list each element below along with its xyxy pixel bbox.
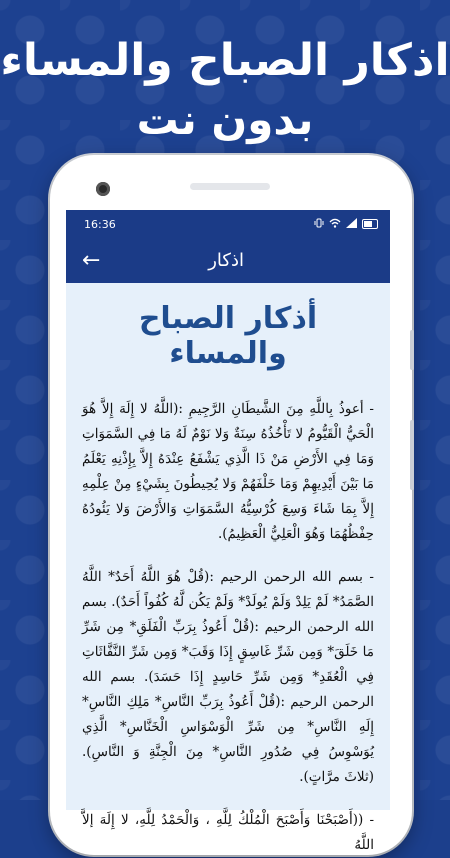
- status-time: 16:36: [84, 217, 116, 231]
- dhikr-paragraph: - بسم الله الرحمن الرحيم :(قُلْ هُوَ اللَّهُ أَحَدٌ* اللَّهُ الصَّمَدُ* لَمْ يَلِدْ وَلَمْ يُولَدْ* وَلَمْ يَكُن لَّهُ كُفُواً أَحَدٌ). بسم الله الرحمن الرحيم :(قُلْ أَعُوذُ بِرَبِّ الْفَلَقِ* مِن شَرِّ مَا خَلَقَ* وَمِن شَرِّ غَاسِقٍ إِذَا وَقَبَ* وَمِن شَرِّ النَّفَّاثَاتِ فِي الْعُقَدِ* وَمِن شَرِّ حَاسِدٍ إِذَا حَسَدَ). بسم الله الرحمن الرحيم :(قُلْ أَعُوذُ بِرَبِّ النَّاسِ* مَلِكِ النَّاسِ* إِلَهِ النَّاسِ* مِن شَرِّ الْوَسْوَاسِ الْخَنَّاسِ* الَّذِي يُوَسْوِسُ فِي صُدُورِ النَّاسِ* مِنَ الْجِنَّةِ وَ النَّاسِ). (ثلاثَ مرَّاتٍ).: [82, 569, 374, 785]
- status-bar: [66, 210, 390, 238]
- status-icons: [314, 218, 378, 231]
- arrow-left-icon[interactable]: ←: [82, 247, 101, 273]
- camera-icon: [96, 182, 110, 196]
- page-title: أذكار الصباح والمساء: [138, 301, 318, 371]
- app-bar-title: اذكار: [208, 250, 244, 271]
- vibrate-icon: [314, 218, 324, 231]
- dhikr-paragraph: - أعوذُ بِاللَّهِ مِنَ الشَّيطَانِ الرَّجِيمِ :(اللَّهُ لا إِلَهَ إِلاَّ هُوَ الْحَيُّ الْقَيُّومُ لا تَأْخُذُهُ سِنَةٌ وَلا نَوْمٌ لَهُ مَا فِي السَّمَوَاتِ وَمَا فِي الأَرْضِ مَنْ ذَا الَّذِي يَشْفَعُ عِنْدَهُ إِلاَّ بِإِذْنِهِ يَعْلَمُ مَا بَيْنَ أَيْدِيهِمْ وَمَا خَلْفَهُمْ وَلا يُحِيطُونَ بِشَيْءٍ مِنْ عِلْمِهِ إِلاَّ بِمَا شَاءَ وَسِعَ كُرْسِيُّهُ السَّمَوَاتِ وَالأَرْضَ وَلا يَئُودُهُ حِفْظُهُمَا وَهُوَ الْعَلِيُّ الْعَظِيمُ).: [82, 401, 374, 542]
- app-bar: [66, 238, 390, 283]
- promo-headline-line2: بدون نت: [136, 95, 314, 144]
- promo-headline: [0, 30, 450, 148]
- signal-icon: [346, 218, 357, 231]
- wifi-icon: [329, 218, 341, 231]
- dhikr-paragraph: - ((أَصْبَحْنَا وَأَصْبَحَ الْمُلْكُ لِلَّهِ ، وَالْحَمْدُ لِلَّهِ، لا إِلَهَ إلاَّ اللَّهُ: [82, 812, 374, 853]
- phone-volume-button: [410, 330, 414, 370]
- phone-power-button: [410, 420, 414, 490]
- phone-screen: [66, 210, 390, 853]
- content-area[interactable]: [66, 283, 390, 858]
- speaker-grille: [190, 183, 270, 190]
- promo-headline-line1: اذكار الصباح والمساء: [0, 35, 450, 86]
- battery-icon: [362, 219, 378, 229]
